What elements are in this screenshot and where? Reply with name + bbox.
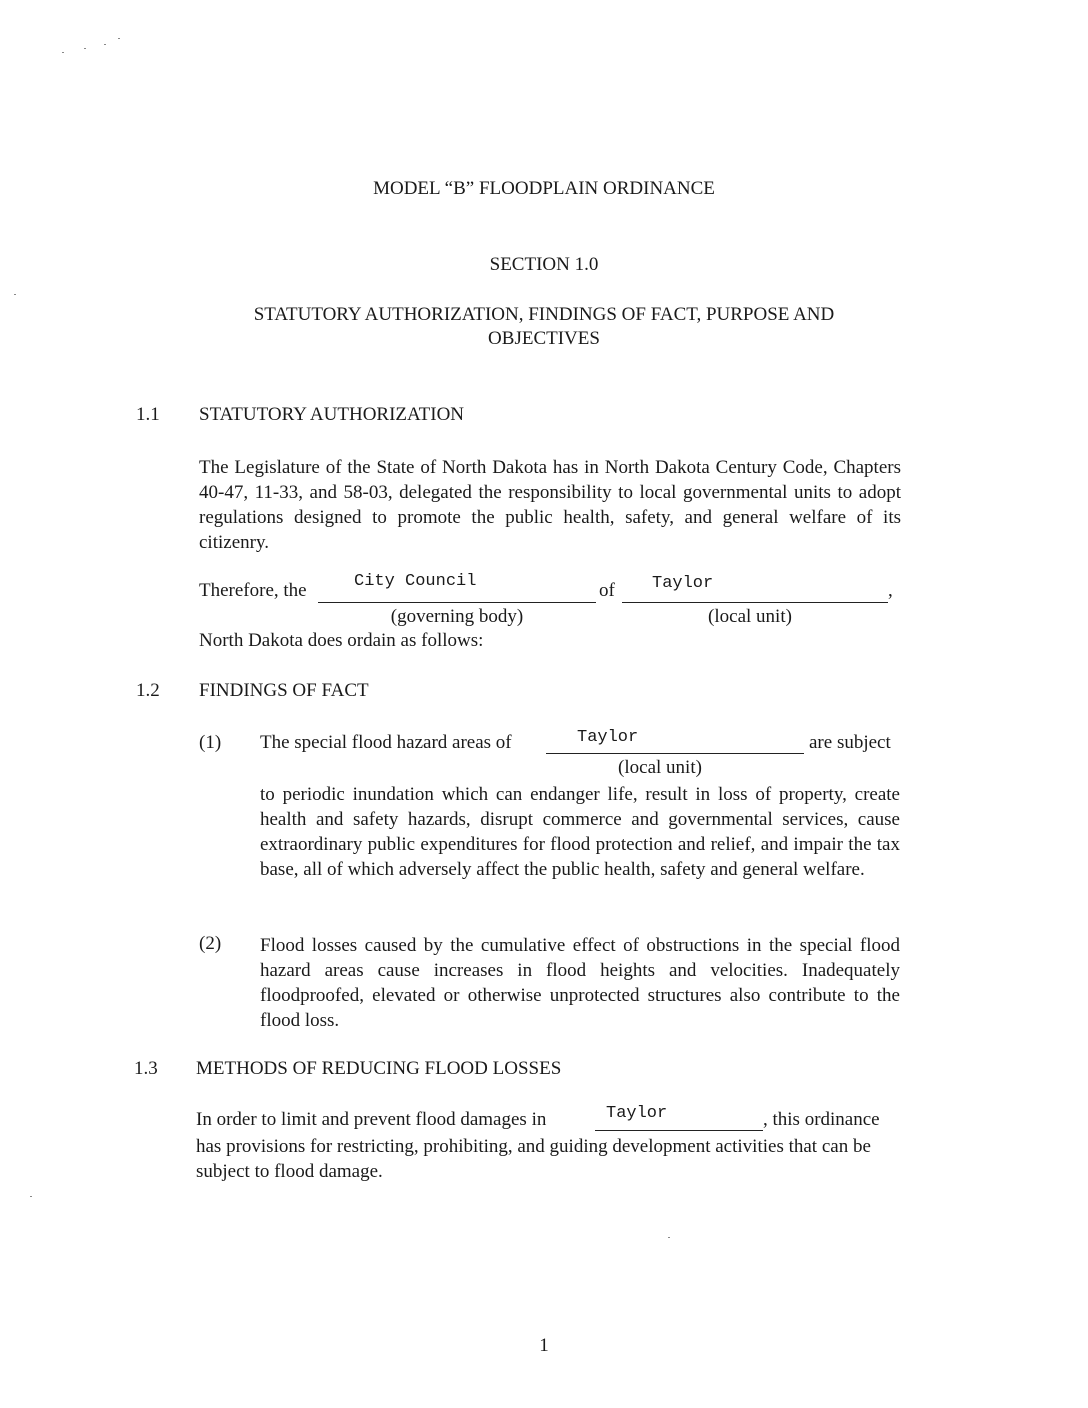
therefore-label: Therefore, the: [199, 580, 307, 601]
section-heading-line-1: STATUTORY AUTHORIZATION, FINDINGS OF FACT, PURPOSE AND: [253, 304, 835, 325]
section-1-2-heading: FINDINGS OF FACT: [199, 680, 369, 701]
governing-body-field[interactable]: City Council: [354, 572, 477, 591]
scan-speck: [62, 52, 64, 53]
finding-1-trail: are subject: [809, 732, 891, 753]
section-1-3-local-unit-line: [595, 1130, 763, 1131]
ordain-text: North Dakota does ordain as follows:: [199, 630, 484, 651]
local-unit-caption: (local unit): [708, 606, 792, 627]
section-1-1-heading: STATUTORY AUTHORIZATION: [199, 404, 465, 425]
section-1-1-paragraph: The Legislature of the State of North Dakota has in North Dakota Century Code, Chapters 40-47, 11-33, and 58-03, delegated the responsibility to local governmental units to adopt regulations designed to promote the public health, safety, and general welfare of its citizenry.: [199, 457, 901, 553]
section-1-3-local-unit-field[interactable]: Taylor: [606, 1104, 668, 1123]
finding-1-caption: (local unit): [618, 757, 702, 778]
section-1-3-text: has provisions for restricting, prohibiting, and guiding development activities that can be subject to flood damage.: [196, 1136, 871, 1182]
page-number: 1: [539, 1335, 549, 1356]
scan-speck: [84, 48, 86, 49]
scan-speck: [668, 1237, 670, 1238]
local-unit-line: [622, 602, 888, 603]
finding-2-number: (2): [199, 933, 222, 954]
section-1-2-number: 1.2: [136, 680, 160, 701]
scan-speck: [14, 294, 16, 295]
section-1-3-trail: , this ordinance: [763, 1109, 880, 1130]
scan-speck: [104, 44, 106, 45]
local-unit-field[interactable]: Taylor: [652, 574, 714, 593]
finding-1-lead: The special flood hazard areas of: [260, 732, 512, 753]
governing-body-line: [318, 602, 596, 603]
governing-body-caption: (governing body): [390, 606, 524, 627]
section-number: SECTION 1.0: [489, 254, 599, 275]
comma: ,: [888, 580, 893, 601]
section-heading-line-2: OBJECTIVES: [488, 328, 600, 349]
document-title: MODEL “B” FLOODPLAIN ORDINANCE: [373, 178, 715, 199]
section-1-3-lead: In order to limit and prevent flood damages in: [196, 1109, 547, 1130]
finding-1-number: (1): [199, 732, 222, 753]
scan-speck: [30, 1196, 32, 1197]
section-1-3-number: 1.3: [134, 1058, 158, 1079]
finding-2-text: Flood losses caused by the cumulative effect of obstructions in the special flood hazard areas cause increases in flood heights and velocities. Inadequately floodproofed, elevated or otherwise unprotected structures also contribute to the flood loss.: [260, 935, 900, 1031]
finding-1-text: to periodic inundation which can endanger life, result in loss of property, create health and safety hazards, disrupt commerce and governmental services, cause extraordinary public expenditures for flood protection and relief, and impair the tax base, all of which adversely affect the public health, safety and general welfare.: [260, 784, 900, 880]
finding-1-local-unit-line: [546, 753, 804, 754]
section-1-3-heading: METHODS OF REDUCING FLOOD LOSSES: [196, 1058, 562, 1079]
section-1-1-number: 1.1: [136, 404, 160, 425]
of-label: of: [599, 580, 615, 601]
scan-speck: [118, 38, 120, 39]
finding-1-local-unit-field[interactable]: Taylor: [577, 728, 639, 747]
